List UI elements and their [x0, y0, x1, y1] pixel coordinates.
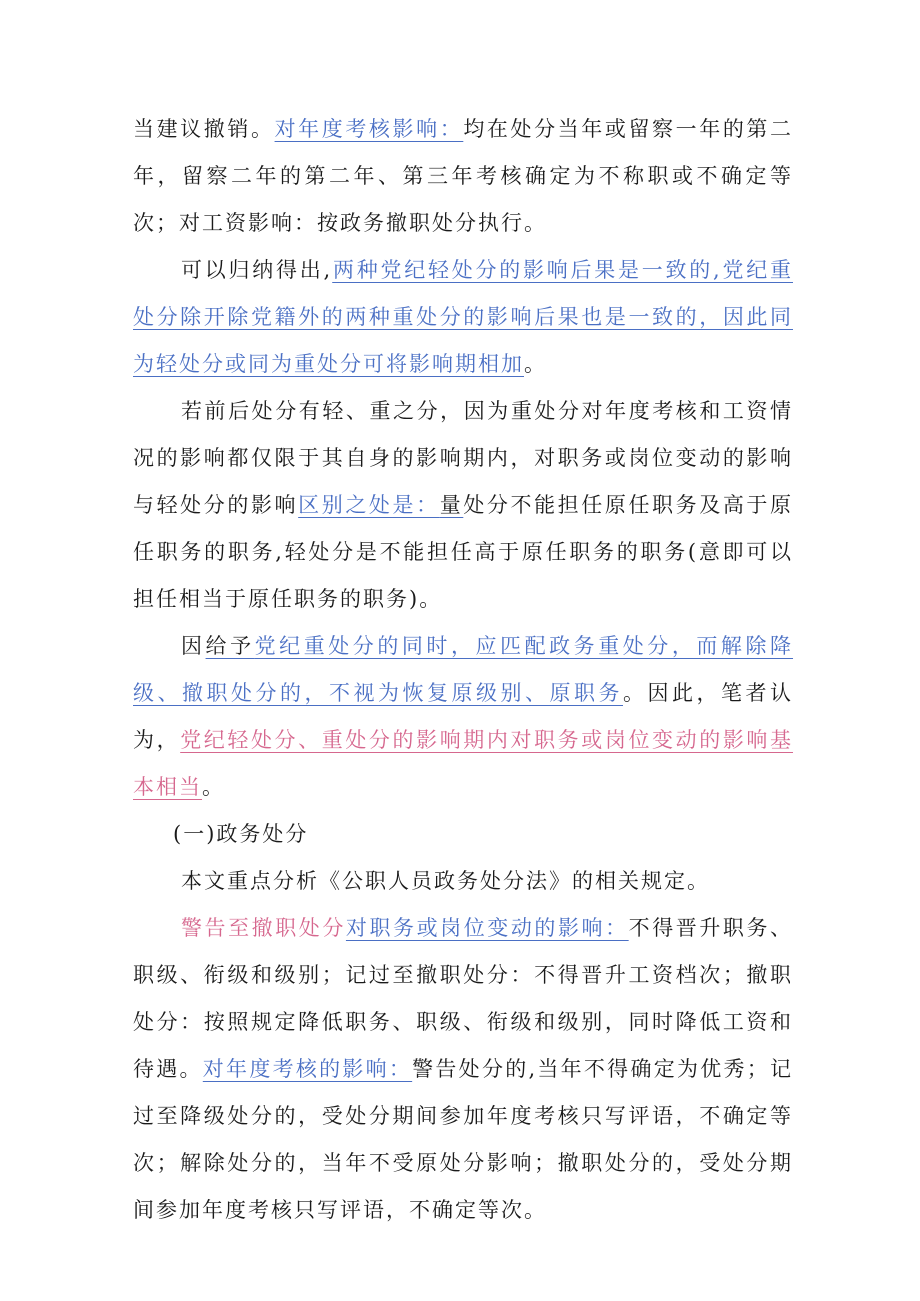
p1-text-b: 均在处分当年或留察一年的第二年，留察二年的第二年、第三年考核确定为不称职或不确定等次；对工资影响：按政务撤职处分执行。 [133, 117, 794, 235]
p4-highlight-matching: 党纪重处分的同时，应匹配政务重处分，而解除降级、撤职处分的，不视为恢复原级别、原职务 [133, 634, 794, 705]
p6-text-a: 不得晋升职务、职级、衔级和级别；记过至撤职处分：不得晋升工资档次；撤职处分：按照规定降低职务、职级、衔级和级别，同时降低工资和待遇。 [133, 916, 794, 1081]
section-heading: (一)政务处分 [173, 822, 309, 846]
paragraph-1 [133, 106, 793, 247]
p6-highlight-annual-review: 对年度考核的影响： [202, 1057, 413, 1081]
paragraph-3 [133, 388, 793, 623]
paragraph-6 [133, 905, 793, 1234]
p2-highlight-conclusion: 两种党纪轻处分的影响后果是一致的,党纪重处分除开除党籍外的两种重处分的影响后果也是一致的，因此同为轻处分或同为重处分可将影响期相加 [133, 258, 793, 376]
p5-text: 本文重点分析《公职人员政务处分法》的相关规定。 [181, 869, 710, 893]
paragraph-2 [133, 247, 793, 388]
paragraph-5 [133, 858, 793, 905]
p4-text-b: 。因此，笔者认为， [133, 681, 793, 752]
p3-text-b: 处分不能担任原任职务及高于原任职务的职务,轻处分是不能担任高于原任职务的职务(意即可以担任相当于原任职务的职务)。 [133, 493, 794, 611]
p3-highlight-difference: 区别之处是： [298, 493, 440, 517]
p4-underlined-give: 给予 [205, 634, 255, 658]
p6-pink-label: 警告至撤职处分 [181, 916, 346, 940]
paragraph-4 [133, 623, 793, 811]
p3-underlined-char: 量 [439, 493, 464, 517]
p2-text-a: 可以归纳得出, [181, 258, 333, 282]
p3-text-a: 若前后处分有轻、重之分，因为重处分对年度考核和工资情况的影响都仅限于其自身的影响期内，对职务或岗位变动的影响与轻处分的影响 [133, 399, 793, 517]
p1-text-a: 当建议撤销。 [133, 117, 275, 141]
document-body [133, 106, 793, 1234]
p4-text-a: 因 [181, 634, 206, 658]
p6-text-b: 警告处分的,当年不得确定为优秀；记过至降级处分的，受处分期间参加年度考核只写评语，不确定等次；解除处分的，当年不受原处分影响；撤职处分的，受处分期间参加年度考核只写评语，不确定等次。 [133, 1057, 794, 1222]
p4-text-c: 。 [202, 775, 225, 799]
p6-highlight-position-impact: 对职务或岗位变动的影响： [345, 916, 629, 940]
p1-highlight-annual-review: 对年度考核影响： [274, 117, 464, 141]
p2-text-b: 。 [524, 352, 547, 376]
p4-highlight-author-view: 党纪轻处分、重处分的影响期内对职务或岗位变动的影响基本相当 [133, 728, 793, 799]
